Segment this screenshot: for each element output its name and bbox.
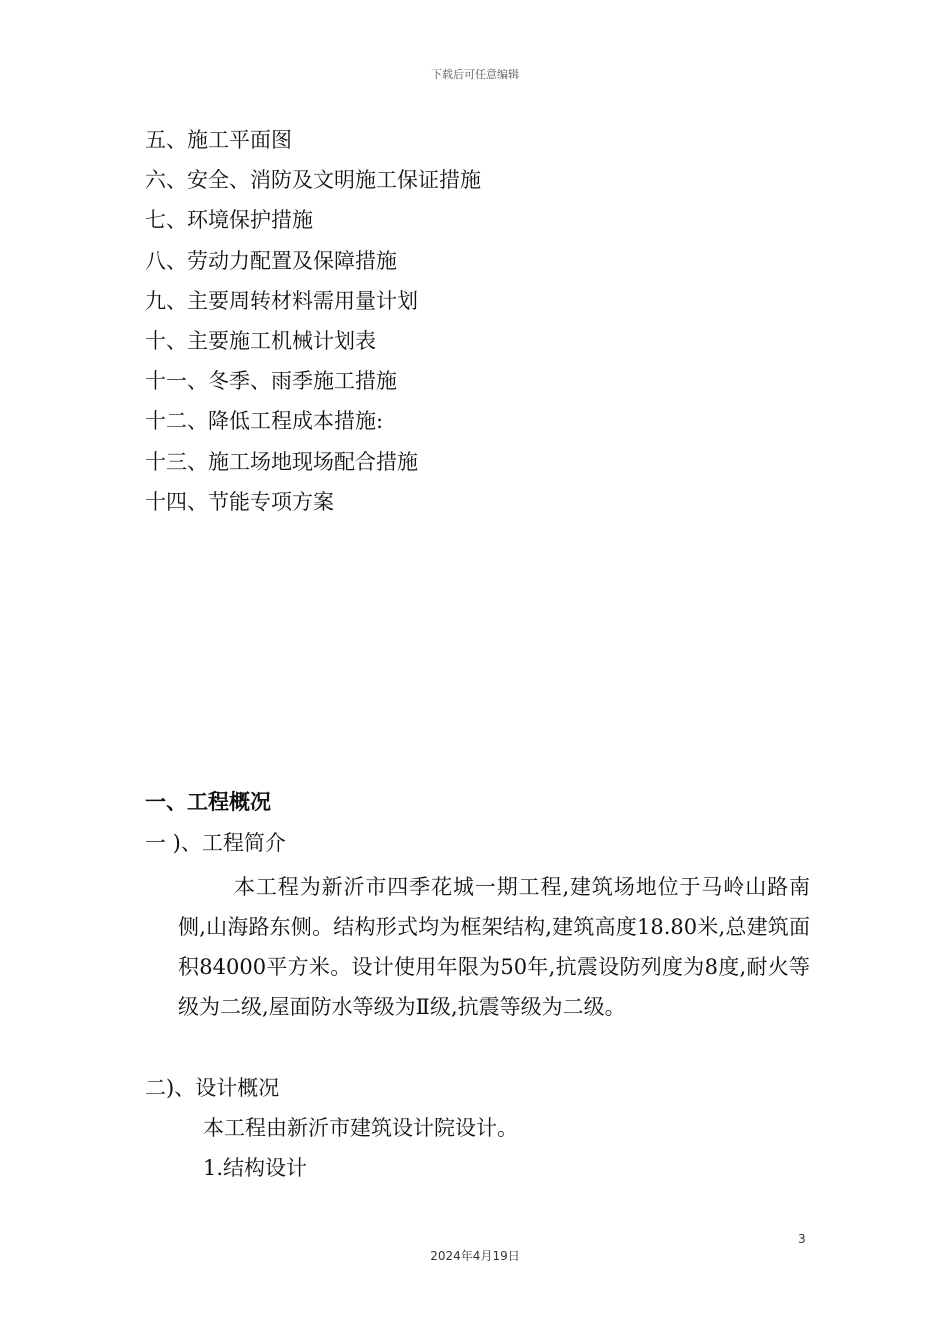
subsection-heading-intro: 一 )、工程简介 <box>145 831 286 855</box>
footer-date: 2024年4月19日 <box>430 1249 520 1263</box>
toc-item: 十、主要施工机械计划表 <box>145 328 376 353</box>
table-of-contents <box>145 120 481 522</box>
structure-heading: 1.结构设计 <box>203 1156 308 1180</box>
toc-item: 五、施工平面图 <box>145 128 292 152</box>
toc-item: 八、劳动力配置及保障措施 <box>145 248 397 273</box>
section-title: 一、工程概况 <box>145 789 271 814</box>
toc-item: 七、环境保护措施 <box>145 208 313 233</box>
toc-item: 九、主要周转材料需用量计划 <box>145 288 418 313</box>
toc-item: 六、安全、消防及文明施工保证措施 <box>145 168 481 193</box>
toc-item: 十四、节能专项方案 <box>145 489 334 514</box>
page-number: 3 <box>798 1232 806 1246</box>
intro-paragraph: 本工程为新沂市四季花城一期工程,建筑场地位于马岭山路南侧,山海路东侧。结构形式均为框架结构,建筑高度18.80米,总建筑面积84000平方米。设计使用年限为50年,抗震设防列度为8度,耐火等级为二级,屋面防水等级为Ⅱ级,抗震等级为二级。 <box>178 875 810 1019</box>
toc-item: 十二、降低工程成本措施: <box>145 409 384 434</box>
toc-item: 十三、施工场地现场配合措施 <box>145 449 418 474</box>
design-line: 本工程由新沂市建筑设计院设计。 <box>203 1116 518 1140</box>
header-note: 下载后可任意编辑 <box>431 68 519 81</box>
toc-item: 十一、冬季、雨季施工措施 <box>145 369 397 394</box>
subsection-heading-design: 二)、设计概况 <box>145 1076 280 1100</box>
